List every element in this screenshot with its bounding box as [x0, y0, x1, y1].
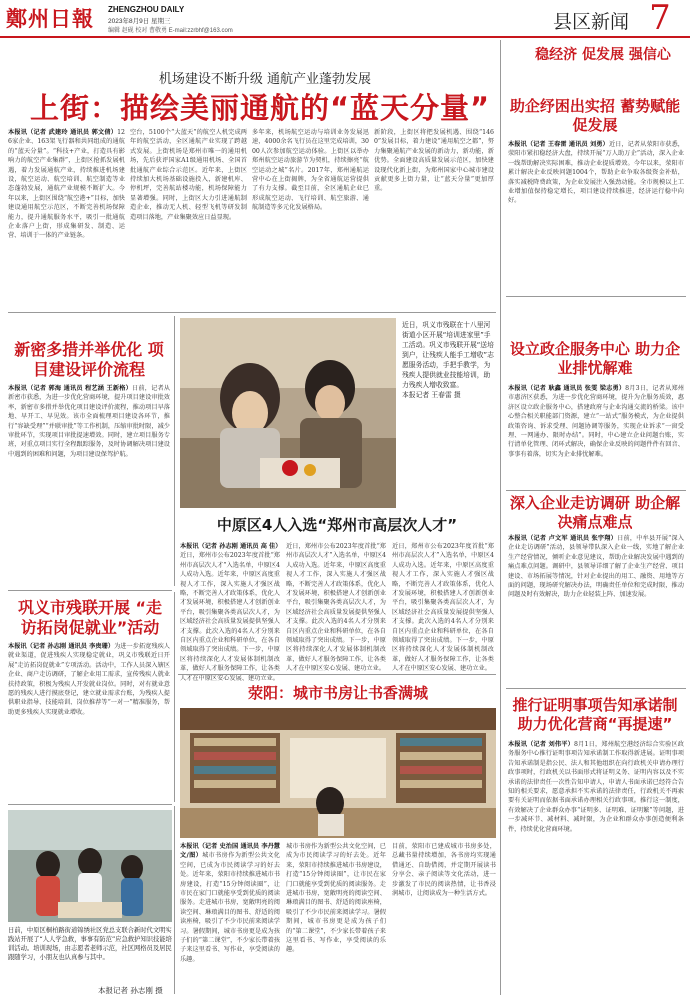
right-divider-2	[506, 490, 686, 491]
certification-headline-text: 推行证明事项告知承诺制 助力优化营商“再提速”	[512, 696, 678, 733]
publication-english-name: ZHENGZHOU DAILY	[108, 5, 185, 14]
lead-text-3: 多年来，机场航空运动与培训业务发展迅速，4000余名飞行员在这里完成培训，3000人次参加航空运动体验。上街区以举办郑州航空运动旅游节为契机，持续擦亮“航空运动之城”名片。2017年，郑州通航运营中心在上街揭牌，为全省通航运营提供了有力支撑。截至目前，全区通航企业已形成航空运动、飞行培训、航空旅游、通航制造等多元化发展格局。	[252, 129, 369, 212]
crafts-photo	[180, 318, 396, 508]
divider-bottom	[174, 806, 175, 994]
enterprise-visit-headline	[508, 494, 682, 532]
bookstore-headline-text: 荥阳：城市书房让书香满城	[247, 684, 428, 702]
enterprise-visit-byline: 本报讯（记者 卢文军 通讯员 张宇翔）	[508, 535, 618, 542]
bookstore-headline	[180, 684, 496, 703]
divider-xinmi	[174, 316, 175, 586]
lead-headline: 上街：描绘美丽通航的“蓝天分量”	[29, 91, 491, 125]
lead-text-2: 空台，5100个“大蓝天”的航空人机完成两年的航空活动，全区通航产业实现了跨越式发展。上街机场是郑州市唯一的通用机场，先后获评国家A1级通用机场、全国首批通航产业综合示范区。近年来，上街区持续加大机场基础设施投入，新建机库、停机坪，完善航站楼功能，机场保障能力显著增强。同时，上街区大力引进通航制造企业，推动无人机、轻型飞机等研发制造项目落地，产业集聚效应日益显现。	[130, 129, 247, 221]
right-top-text: 近日，记者从荥阳市获悉，荥阳市紧扣稳经济大盘，持续开展“万人助万企”活动，深入企业一线帮助解决实际困难，推动企业提质增效。今年以来，荥阳市累计解决企业反映问题1004个，帮助企业争取各级资金补贴，落实减税降费政策，为企业发展注入强劲动能。全市规模以上工业增加值保持稳定增长，项目建设持续推进，经济运行稳中向好。	[508, 141, 684, 205]
enterprise-visit-body	[508, 534, 684, 682]
bookstore-top-divider	[178, 674, 496, 675]
bookstore-col-1	[180, 842, 280, 994]
lead-text-4: 新阶段，上街区将把发展机遇、围绕“1460”发展目标，着力建设“通用航空之都”，努力集聚通航产业发展的新动力，新功能，新优势。全面建设高质量发展示范区，加快建设现代化新上街，为郑州国家中心城市建设贡献更多上街力量，让“蓝天分量”更加厚重。	[374, 129, 494, 193]
xinmi-byline: 本报讯（记者 郭海 通讯员 程艺涵 王新格）	[8, 385, 132, 392]
lead-col-4	[374, 128, 494, 308]
bottom-photo-divider	[8, 804, 172, 805]
xinmi-body	[8, 384, 170, 584]
zhongyuan-col-2	[286, 542, 386, 673]
lead-kicker: 机场建设不断升级 通航产业蓬勃发展	[158, 72, 372, 87]
certification-text: 8月1日，郑州航空港经济综合实验区政务服务中心推行证明事项告知承诺制工作取得新进展。证明事项告知承诺制是指公民、法人和其他组织在向行政机关申请办理行政事项时，行政机关以书面形式将证明义务、证明内容以及不实承诺的法律责任一次性告知申请人，申请人书面承诺已经符合告知的相关要求，愿意承担不实承诺的法律责任，行政机关不再索要有关证明而依据书面承诺办理相关行政事项。推行这一制度，有效解决了企业群众办事“证明多、证明难、证明繁”等问题，进一步减环节、减材料、减时限，为企业和群众办事创造便利条件，持续优化营商环境。	[508, 741, 684, 833]
zhongyuan-headline	[176, 516, 498, 535]
xinmi-text: 日前，记者从新密市获悉，为进一步优化营商环境，提升项目建设审批效率，新密市多措并举优化项目建设评价流程，推动项目早落地、早开工、早见效。该市全面梳理项目建设各环节，推行“容缺受理”“并联审批”等工作机制，压缩审批时限，减少审批环节，实现项目审批提速增效。同时，建立项目服务专班，对重点项目实行全程跟踪服务，及时协调解决项目建设中遇到的困难和问题，为项目建设保驾护航。	[8, 385, 170, 458]
gongyi-top-divider	[8, 590, 172, 591]
right-top-byline: 本报讯（记者 王春雷 通讯员 刘勇）	[508, 141, 609, 148]
gov-service-headline-text: 设立政企服务中心 助力企业排忧解难	[509, 340, 681, 377]
xinmi-headline	[14, 340, 164, 380]
bookstore-photo-image	[180, 708, 496, 838]
zhongyuan-headline-text: 中原区4人入选“郑州市高层次人才”	[216, 516, 458, 534]
zhongyuan-byline: 本报讯（记者 孙志刚 通讯员 高 佳）	[180, 543, 282, 550]
bookstore-col-2	[286, 842, 386, 994]
gov-service-text: 8月3日，记者从郑州市惠济区获悉，为进一步优化营商环境，提升为企服务质效，惠济区设立政企服务中心，搭建政府与企业沟通交流的桥梁。该中心整合相关职能部门资源，建立“一站式”服务模式，为企业提供政策咨询、诉求受理、问题协调等服务，实现企业诉求“一窗受理、一网通办、限时办结”。同时，中心建立企业问题台账，实行清单化管理、闭环式解决，确保企业反映的问题件件有回音、事事有着落，切实为企业排忧解难。	[508, 385, 684, 458]
right-divider-1	[506, 296, 686, 297]
firstaid-photo-image	[8, 810, 172, 922]
zhongyuan-text-3: 近日，郑州市公布2023年度首批“郑州市高层次人才”入选名单，中原区4人成功入选。近年来，中原区高度重视人才工作，深入实施人才强区战略，不断完善人才政策体系，优化人才发展环境，积极搭建人才创新创业平台，吸引集聚各类高层次人才，为区域经济社会高质量发展提供坚强人才支撑。此次入选的4名人才分别来自区内重点企业和科研单位，在各自领域取得了突出成绩。下一步，中原区将持续深化人才发展体制机制改革，做好人才服务保障工作，让各类人才在中原区安心发展、建功立业。	[392, 543, 494, 673]
bookstore-photo	[180, 708, 496, 838]
enterprise-visit-text: 日前，中牟县开展“深入企业走访调研”活动，县领导带队深入企业一线，实地了解企业生产经营情况，倾听企业意见建议，帮助企业解决发展中遇到的痛点难点问题。调研中，县领导详细了解了企业生产经营、项目建设、市场拓展等情况，针对企业提出的用工、融资、用地等方面的问题，现场研究解决办法，明确责任单位和完成时限，推动问题及时有效解决，助力企业轻装上阵、加速发展。	[508, 535, 684, 599]
certification-headline	[508, 696, 682, 734]
crafts-caption-text: 近日，巩义市残联在十八里河街道小区开展“培训进家里”手工活动。巩义市残联开展“送培到户，让残疾人能手工增收”志愿服务活动，手把手教学，为残疾人提供就业技能培训，助力残疾人增收致富。	[402, 321, 494, 389]
gongyi-text: 为进一步拓宽残疾人就业渠道，促进残疾人实现稳定就业，巩义市残联近日开展“走访拓岗促就业”专项活动。活动中，工作人员深入辖区企业、商户走访调研，了解企业用工需求，宣传残疾人就业扶持政策，积极为残疾人开发就业岗位。同时，对有就业意愿的残疾人进行摸底登记，建立就业需求台账，为残疾人提供职业指导、技能培训、岗位推荐等“一对一”精准服务，帮助更多残疾人实现就业增收。	[8, 643, 170, 716]
zhongyuan-col-3	[392, 542, 494, 673]
lead-divider	[8, 312, 496, 313]
masthead	[0, 0, 690, 38]
publication-date: 2023年8月9日 星期三	[108, 18, 171, 25]
lead-col-2	[130, 128, 247, 308]
enterprise-visit-headline-text: 深入企业走访调研 助企解决痛点难点	[509, 494, 681, 531]
crafts-photo-caption	[402, 320, 494, 510]
gongyi-headline	[12, 598, 168, 638]
bookstore-text: 城市书房作为新型公共文化空间，已成为市民阅读学习的好去处。近年来，荥阳市持续推进城市书房建设，打造“15分钟阅读圈”，让市民在家门口就能享受到优质的阅读服务。走进城市书房，宽敞明亮的阅读空间、琳琅满目的图书、舒适的阅读座椅，吸引了不少市民前来阅读学习。暑假期间，城市书房更是成为孩子们的“第二课堂”，不少家长带着孩子来这里看书、写作业，享受阅读的乐趣。	[180, 852, 280, 963]
lead-col-1	[8, 128, 125, 308]
section-title: 县区新闻	[553, 11, 630, 33]
firstaid-caption-text: 日前，中原区桐柏路街道锦绣社区党总支联合新时代文明实践站开展了“人人学急救，事事有防范”应急救护知识技能培训活动。培训现场，由志愿者老师示范，社区网格员及居民跟随学习，小朋友也认真参与其中。	[8, 927, 172, 961]
gongyi-headline-text: 巩义市残联开展 “走访拓岗促就业”活动	[17, 598, 163, 637]
bookstore-text-3: 目前，荥阳市已建成城市书房多处，总藏书量持续增加，各书房均实现通借通还、自助借阅，并定期开展读书分享会、亲子阅读等文化活动，进一步激发了市民的阅读热情，让书香浸润城市，让阅读成为一种生活方式。	[392, 843, 496, 898]
certification-body	[508, 740, 684, 994]
divider-gongyi	[174, 592, 175, 802]
firstaid-photo-caption	[8, 926, 172, 984]
gov-service-byline: 本报讯（记者 耿鑫 通讯员 张雯 梁志勇）	[508, 385, 626, 392]
gov-service-body	[508, 384, 684, 484]
certification-byline: 本报讯（记者 刘伟平）	[508, 741, 575, 748]
zhongyuan-col-1	[180, 542, 282, 682]
lead-col-3	[252, 128, 369, 308]
lead-byline: 本报讯（记者 武建玲 通讯员 郭文倩）	[8, 129, 118, 136]
gongyi-byline: 本报讯（记者 孙志刚 通讯员 李贵珊）	[8, 643, 115, 650]
firstaid-photo	[8, 810, 172, 922]
firstaid-photo-credit: 本报记者 孙志刚 摄	[98, 986, 163, 995]
campaign-slogan: 稳经济 促发展 强信心	[535, 47, 671, 63]
zhongyuan-text: 近日，郑州市公布2023年度首批“郑州市高层次人才”入选名单，中原区4人成功入选。近年来，中原区高度重视人才工作，深入实施人才强区战略，不断完善人才政策体系，优化人才发展环境，积极搭建人才创新创业平台，吸引集聚各类高层次人才，为区域经济社会高质量发展提供坚强人才支撑。此次入选的4名人才分别来自区内重点企业和科研单位，在各自领域取得了突出成绩。下一步，中原区将持续深化人才发展体制机制改革，做好人才服务保障工作，让各类人才在中原区安心发展、建功立业。	[180, 552, 280, 682]
bookstore-byline: 本报讯（记者 史治国 通讯员 李丹慧 文/图）	[180, 843, 280, 860]
right-top-headline	[508, 97, 682, 135]
bookstore-col-3	[392, 842, 496, 994]
gongyi-body	[8, 642, 170, 800]
crafts-photo-credit: 本报记者 王春雷 摄	[402, 391, 461, 399]
right-column-divider	[500, 40, 501, 995]
right-top-body	[508, 140, 684, 292]
publication-staff: 编辑 赵砚 校对 曹敬勇 E-mail:zzrbhf@163.com	[108, 28, 233, 34]
bookstore-text-2: 城市书房作为新型公共文化空间，已成为市民阅读学习的好去处。近年来，荥阳市持续推进城市书房建设，打造“15分钟阅读圈”，让市民在家门口就能享受到优质的阅读服务。走进城市书房，宽敞明亮的阅读空间、琳琅满目的图书、舒适的阅读座椅，吸引了不少市民前来阅读学习。暑假期间，城市书房更是成为孩子们的“第二课堂”，不少家长带着孩子来这里看书、写作业，享受阅读的乐趣。	[286, 843, 386, 954]
right-top-headline-text: 助企纾困出实招 蓄势赋能促发展	[509, 97, 681, 134]
right-divider-3	[506, 688, 686, 689]
zhongyuan-text-2: 近日，郑州市公布2023年度首批“郑州市高层次人才”入选名单，中原区4人成功入选。近年来，中原区高度重视人才工作，深入实施人才强区战略，不断完善人才政策体系，优化人才发展环境，积极搭建人才创新创业平台，吸引集聚各类高层次人才，为区域经济社会高质量发展提供坚强人才支撑。此次入选的4名人才分别来自区内重点企业和科研单位，在各自领域取得了突出成绩。下一步，中原区将持续深化人才发展体制机制改革，做好人才服务保障工作，让各类人才在中原区安心发展、建功立业。	[286, 543, 386, 673]
gov-service-headline	[508, 340, 682, 378]
lead-text-1: 126家企业、163架飞行器和共同组成的通航的“蓝天分量”。“科技+产业，打造具有影响力的航空产业集群”，上街区抢抓发展机遇，着力发展通航产业，持续推进机场建设，航空运动、航空培训、航空制造等业态蓬勃发展，通航产业规模不断扩大。今年以来，上街区围绕“航空港+”目标，加快建设通用航空示范区，不断完善机场保障能力，提升通航服务水平，吸引一批通航企业落户上街，形成集研发、制造、运营、培训于一体的产业链条。	[8, 129, 125, 240]
page-number: 7	[649, 0, 671, 38]
xinmi-headline-text: 新密多措并举优化 项目建设评价流程	[14, 340, 164, 379]
crafts-photo-image	[180, 318, 396, 508]
newspaper-logo: 鄭州日報	[6, 6, 94, 31]
